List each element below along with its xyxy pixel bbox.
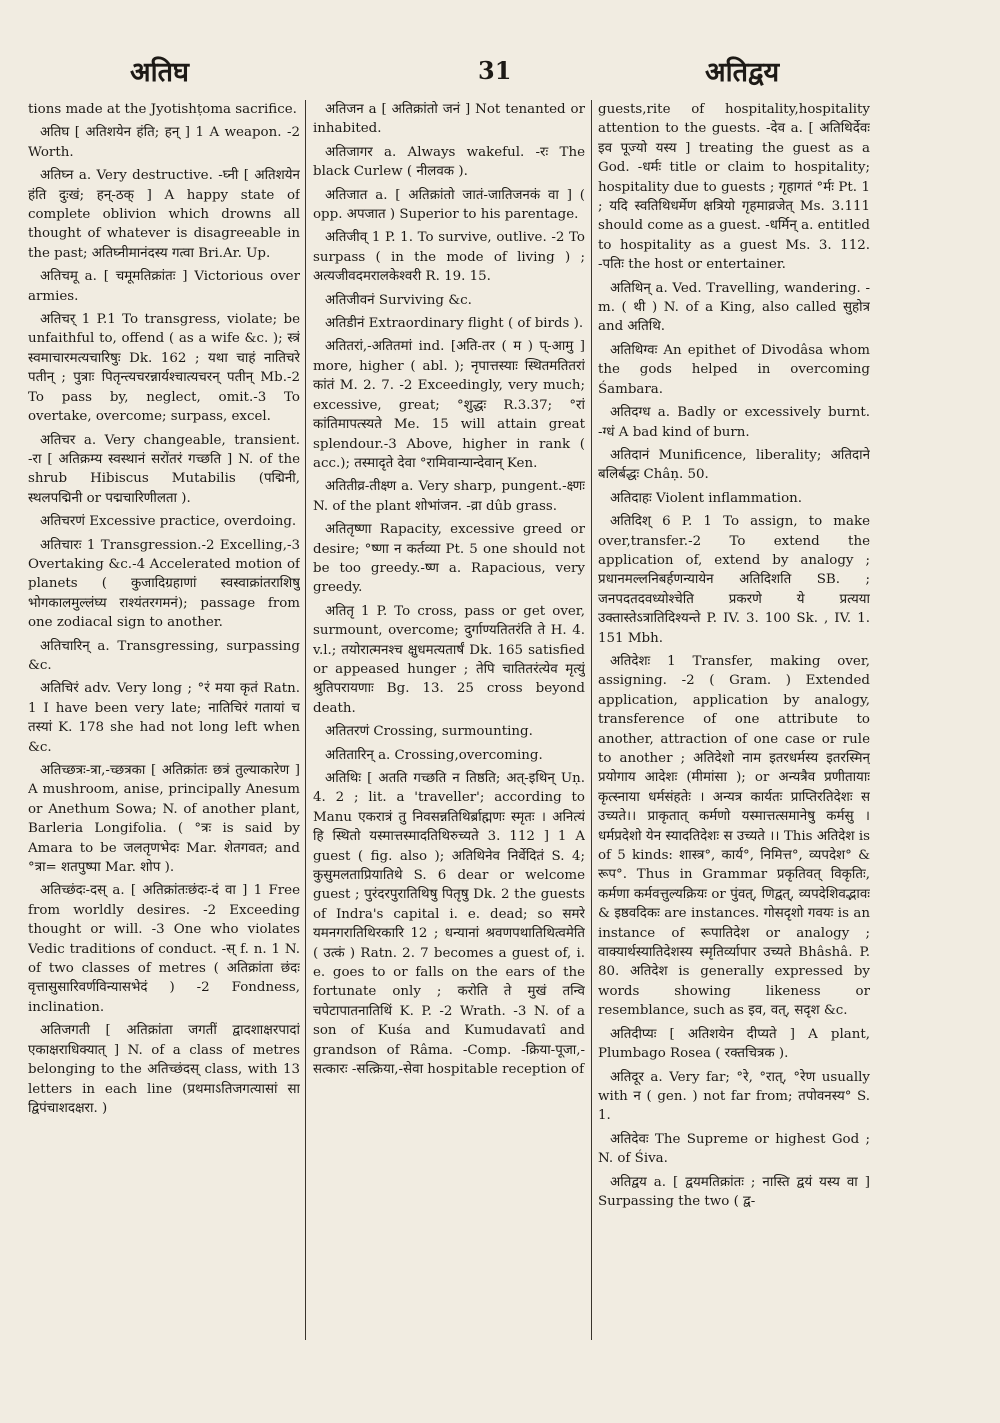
page-number: 31: [478, 56, 512, 85]
dictionary-entry: अतिदाहः Violent inflammation.: [610, 490, 803, 506]
dictionary-entry: अतिदेवः The Supreme or highest God ; N. of Śiva.: [598, 1131, 870, 1167]
dictionary-entry: अतितृष्णा Rapacity, excessive greed or desire; °ष्णा न कर्तव्या Pt. 5 one should not be too greedy.-ष्ण a. Rapacious, very greedy.: [313, 522, 585, 596]
dictionary-entry: अतिचरणं Excessive practice, overdoing.: [40, 514, 297, 530]
dictionary-entry: अतिचिरं adv. Very long ; °रं मया कृतं Ratn. 1 I have been very late; नातिचिरं गतायां च तस्यां K. 178 she had not long left when &c.: [28, 681, 300, 755]
dictionary-entry: अतितरणं Crossing, surmounting.: [325, 724, 533, 740]
dictionary-entry: अतिजागर a. Always wakeful. -रः The black Curlew ( नीलवक ).: [313, 144, 585, 180]
dictionary-entry: अतितीव्र-तीक्ष्ण a. Very sharp, pungent.-क्ष्णः N. of the plant शोभांजन. -व्रा dûb grass.: [313, 479, 585, 514]
column-divider: [305, 100, 306, 1340]
dictionary-entry: अतिचारः 1 Transgression.-2 Excelling,-3 Overtaking &c.-4 Accelerated motion of planets ( कुजादिग्रहाणां स्वस्वाक्रांतराशिषु भोगकालमुल्लंघ्य राश्यंतरगमनं); passage from one zodiacal sign to another.: [28, 537, 300, 631]
column-2: [313, 100, 585, 1400]
dictionary-entry: अतिदग्ध a. Badly or excessively burnt. -ग्धं A bad kind of burn.: [598, 405, 870, 440]
dictionary-entry: अतिच्छंदः-दस् a. [ अतिक्रांतःछंदः-दं वा ] 1 Free from worldly desires. -2 Exceeding thought or will. -3 One who violates Vedic traditions of conduct. -स् f. n. 1 N. of two classes of metres ( अतिक्रांता छंदः वृत्तासुसारिवर्णविन्यासभेदं ) -2 Fondness, inclination.: [28, 883, 300, 1015]
dictionary-entry: अतिच्छत्रः-त्रा,-च्छत्रका [ अतिक्रांतः छत्रं तुल्याकारेण ] A mushroom, anise, principally Anesum or Anethum Sowa; N. of another plant, Barleria Longifolia. ( °त्रः is said by Amara to be जलतृणभेदः Mar. शेतगवत; and °त्रा= शतपुष्पा Mar. शोप ).: [28, 763, 300, 876]
dictionary-entry: अतिदीप्यः [ अतिशयेन दीप्यते ] A plant, Plumbago Rosea ( रक्तचित्रक ).: [598, 1026, 870, 1062]
dictionary-entry: अतिदूर a. Very far; °रे, °रात्, °रेण usually with न ( gen. ) not far from; तपोवनस्य° S. 1.: [598, 1069, 870, 1124]
dictionary-entry: अतितारिन् a. Crossing,overcoming.: [325, 747, 543, 763]
running-head-right: अतिद्वय: [705, 57, 780, 88]
dictionary-entry: अतिडीनं Extraordinary flight ( of birds ).: [325, 316, 584, 332]
column-3: [598, 100, 870, 1400]
column-1: [28, 100, 300, 1400]
dictionary-entry: अतिचमू a. [ चमूमतिक्रांतः ] Victorious over armies.: [28, 269, 300, 304]
dictionary-entry: अतिचर् 1 P.1 To transgress, violate; be unfaithful to, offend ( as a wife &c. ); स्त्रं स्वमाचारमत्यचारिषुः Dk. 162 ; यथा चाहं नातिचरे पतीन् ; पुत्राः पितृन्त्यचरन्नार्यश्चात्यचरन् पतीन् Mb.-2 To pass by, neglect, omit.-3 To overtake, overcome; surpass, excel.: [28, 312, 300, 425]
dictionary-entry: अतिघ [ अतिशयेन हंति; हन् ] 1 A weapon. -2 Worth.: [28, 125, 300, 160]
dictionary-entry: अतिथिग्वः An epithet of Divodâsa whom the gods helped in overcoming Śambara.: [598, 342, 870, 397]
dictionary-entry: अतितरां,-अतितमां ind. [अति-तर ( म ) प्-आमु ] more, higher ( abl. ); नृपात्तस्याः स्थितमतितरां कांतं M. 2. 7. -2 Exceedingly, very much; excessive, great; °शुद्धः R.3.37; °रां कांतिमापत्स्यते Me. 15 will attain great splendour.-3 Above, higher in rank ( acc.); तस्मादृते देवा °रामिवान्यान्देवान् Ken.: [313, 339, 585, 471]
dictionary-entry: अतिजीवनं Surviving &c.: [325, 292, 472, 308]
running-head-left: अतिघ: [130, 57, 189, 88]
dictionary-entry: अतिचारिन् a. Transgressing, surpassing &c.: [28, 638, 300, 673]
dictionary-entry: अतिदेशः 1 Transfer, making over, assigning. -2 ( Gram. ) Extended application, application by analogy, transference of one attribute to another, attraction of one case or rule to another ; अतिदेशो नाम इतरधर्मस्य इतरस्मिन् प्रयोगाय आदेशः (मीमांसा ); or अन्यत्रैव प्रणीतायाः कृत्स्नाया धर्मसंहतेः । अन्यत्र कार्यतः प्राप्तिरतिदेशः स उच्यते।। प्राकृतात् कर्मणो यस्मात्तत्समानेषु कर्मसु । धर्मप्रदेशो येन स्यादतिदेशः स उच्यते ।। This अतिदेश is of 5 kinds: शास्त्र°, कार्य°, निमित्त°, व्यपदेश° & रूप°. Thus in Grammar प्रकृतिवत् विकृतिः, कर्मणा कर्मवत्तुल्यक्रियः or पुंवत्, णिद्वत्, व्यपदेशिवद्भावः & इष्ठवदिकः are instances. गोसदृशो गवयः is an instance of रूपातिदेश or analogy ; वाक्यार्थस्यातिदेशस्य स्मृतिर्व्यापार उच्यते Bhâshâ. P. 80. अतिदेश is generally expressed by words showing likeness or resemblance, such as इव, वत्, सदृश &c.: [598, 653, 870, 1019]
dictionary-entry: अतिजीव् 1 P. 1. To survive, outlive. -2 To surpass ( in the mode of living ) ; अत्यजीवदमरालकेश्वरी R. 19. 15.: [313, 230, 585, 285]
dictionary-entry: अतिद्वय a. [ द्वयमतिक्रांतः ; नास्ति द्वयं यस्य वा ] Surpassing the two ( द्व-: [598, 1174, 870, 1209]
dictionary-entry: अतिजात a. [ अतिक्रांतो जातं-जातिजनकं वा ] ( opp. अपजात ) Superior to his parentage.: [313, 187, 585, 223]
dictionary-entry: अतिजन a [ अतिक्रांतो जनं ] Not tenanted or inhabited.: [313, 102, 585, 137]
dictionary-entry: अतिदिश् 6 P. 1 To assign, to make over,transfer.-2 To extend the application of, extend by analogy ; प्रधानमल्लनिबर्हणन्यायेन अतिदिशति SB. ; जनपदतदवध्योश्चेति प्रकरणे ये प्रत्यया उक्तास्तेऽत्रातिदिश्यन्ते P. IV. 3. 100 Sk. , IV. 1. 151 Mbh.: [598, 514, 870, 646]
dictionary-entry: अतिथिः [ अतति गच्छति न तिष्ठति; अत्-इथिन् Uṇ. 4. 2 ; lit. a 'traveller'; according to Manu एकरात्रं तु निवसन्नतिथिर्ब्राह्मणः स्मृतः । अनित्यं हि स्थितो यस्मात्तस्मादतिथिरुच्यते 3. 112 ] 1 A guest ( fig. also ); अतिथिनेव निर्वेदितं S. 4; कुसुमलताप्रियातिथे S. 6 dear or welcome guest ; पुरंदरपुरातिथिषु पितृषु Dk. 2 the guests of Indra's capital i. e. dead; so समरे यमनगरातिथिरकारि 12 ; धन्यानां श्रवणपथातिथित्वमेति ( उत्कं ) Ratn. 2. 7 becomes a guest of, i. e. goes to or falls on the ears of the fortunate only ; करोति ते मुखं तन्वि चपेटापातनातिथिं K. P. -2 Wrath. -3 N. of a son of Kuśa and Kumudavatî and grandson of Râma. -Comp. -क्रिया-पूजा,-सत्कारः -सत्क्रिया,-सेवा hospitable reception of: [313, 771, 585, 1078]
dictionary-entry: अतिदानं Munificence, liberality; अतिदाने बलिर्बद्धः Châṇ. 50.: [598, 447, 870, 483]
dictionary-entry: अतिचर a. Very changeable, transient. -रा [ अतिक्रम्य स्वस्थानं सरोंतरं गच्छति ] N. of the shrub Hibiscus Mutabilis (पद्मिनी, स्थलपद्मिनी or पद्मचारिणीलता ).: [28, 432, 300, 506]
dictionary-entry: अतितृ 1 P. To cross, pass or get over, surmount, overcome; दुर्गाण्यतितरंति ते H. 4. v.l.; तयोरात्मनश्च क्षुधमत्यतार्षं Dk. 165 satisfied or appeased hunger ; तेपि चातितरंत्येव मृत्युं श्रुतिपरायणाः Bg. 13. 25 cross beyond death.: [313, 603, 585, 716]
dictionary-entry: अतिघ्न a. Very destructive. -घ्नी [ अतिशयेन हंति दुःखं; हन्-ठक् ] A happy state of complete oblivion which drowns all thought of whatever is disagreeable in the past; अतिघ्नीमानंदस्य गत्वा Bri.Ar. Up.: [28, 168, 300, 261]
dictionary-entry: अतिजगती [ अतिक्रांता जगतीं द्वादशाक्षरपादां एकाक्षराधिक्यात् ] N. of a class of metres belonging to the अतिच्छंदस् class, with 13 letters in each line (प्रथमाऽतिजगत्यासां सा द्विपंचाशदक्षरा. ): [28, 1023, 300, 1116]
column-divider: [591, 100, 592, 1340]
dictionary-entry: guests,rite of hospitality,hospitality attention to the guests. -देव a. [ अतिथिर्देवः इव पूज्यो यस्य ] treating the guest as a God. -धर्मः title or claim to hospitality; hospitality due to guests ; गृहागतं °र्मः Pt. 1 ; यदि स्वतिथिधर्मेण क्षत्रियो गृहमाव्रजेत् Ms. 3.111 should come as a guest. -धर्मिन् a. entitled to hospitality as a guest Ms. 3. 112. -पतिः the host or entertainer.: [598, 102, 870, 273]
dictionary-entry: अतिथिन् a. Ved. Travelling, wandering. -m. ( थी ) N. of a King, also called सुहोत्र and अतिथि.: [598, 280, 870, 335]
dictionary-entry: tions made at the Jyotishṭoma sacrifice.: [28, 102, 297, 117]
